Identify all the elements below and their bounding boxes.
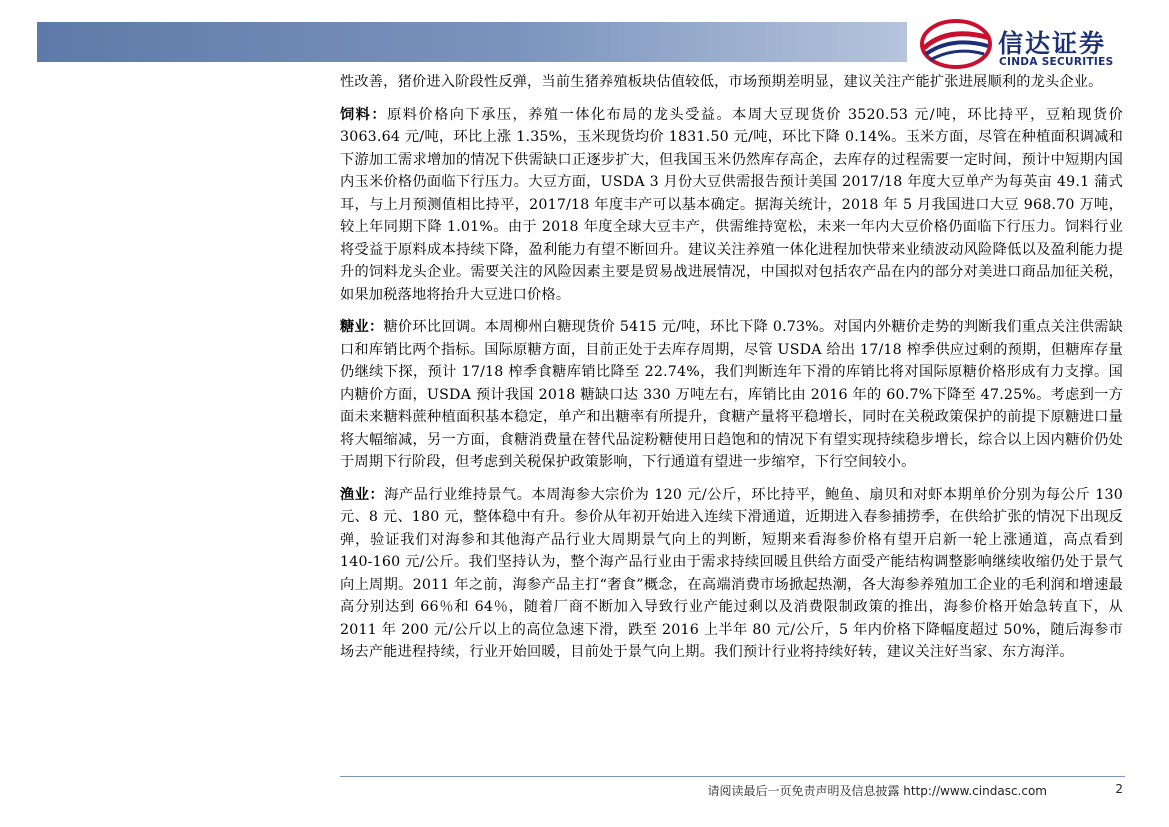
header-bar <box>37 22 907 62</box>
paragraph-hog-continued <box>340 71 1123 94</box>
paragraph-feed <box>340 104 1123 307</box>
paragraph-text: 性改善，猪价进入阶段性反弹，当前生猪养殖板块估值较低，市场预期差明显，建议关注产能扩张进展顺利的龙头企业。 <box>340 74 1103 90</box>
company-logo <box>918 18 1138 70</box>
logo-chinese-name: 信达证券 <box>998 29 1107 58</box>
paragraph-fishery <box>340 484 1123 664</box>
page-footer <box>340 782 1125 802</box>
paragraph-text: 糖价环比回调。本周柳州白糖现货价 5415 元/吨，环比下降 0.73%。对国内外糖价走势的判断我们重点关注供需缺口和库销比两个指标。国际原糖方面，目前正处于去库存周期，尽管 USDA 给出 17/18 榨季供应过剩的预期，但糖库存量仍继续下探，预计 17/18 榨季食糖库销比降至 22.74%，我们判断连年下滑的库销比将对国际原糖价格形成有力支撑。国内糖价方面，USDA 预计我国 2018 糖缺口达 330 万吨左右，库销比由 2016 年的 60.7%下降至 47.25%。考虑到一方面未来糖料蔗种植面积基本稳定，单产和出糖率有所提升，食糖产量将平稳增长，同时在关税政策保护的前提下原糖进口量将大幅缩减，另一方面，食糖消费量在替代品淀粉糖使用日趋饱和的情况下有望实现持续稳步增长，综合以上因内糖价仍处于周期下行阶段，但考虑到关税保护政策影响，下行通道有望进一步缩窄，下行空间较小。 <box>340 319 1124 470</box>
paragraph-text: 海产品行业维持景气。本周海参大宗价为 120 元/公斤，环比持平，鲍鱼、扇贝和对虾本期单价分别为每公斤 130 元、8 元、180 元，整体稳中有升。参价从年初开始进入连续下滑通道，近期进入春参捕捞季，在供给扩张的情况下出现反弹，验证我们对海参和其他海产品行业大周期景气向上的判断，短期来看海参价格有望开启新一轮上涨通道，高点看到 140-160 元/公斤。我们坚持认为，整个海产品行业由于需求持续回暖且供给方面受产能结构调整影响继续收缩仍处于景气向上周期。2011 年之前，海参产品主打“奢食”概念，在高端消费市场掀起热潮，各大海参养殖加工企业的毛利润和增速最高分别达到 66％和 64％，随着厂商不断加入导致行业产能过剩以及消费限制政策的推出，海参价格开始急转直下，从 2011 年 200 元/公斤以上的高位急速下滑，跌至 2016 上半年 80 元/公斤，5 年内价格下降幅度超过 50%，随后海参市场去产能进程持续，行业开始回暖，目前处于景气向上期。我们预计行业将持续好转，建议关注好当家、东方海洋。 <box>340 486 1123 660</box>
section-label-fishery: 渔业： <box>340 486 385 503</box>
section-label-feed: 饲料： <box>340 106 388 123</box>
logo-english-name: CINDA SECURITIES <box>999 56 1114 68</box>
report-body <box>340 71 1123 674</box>
cinda-logo-icon <box>918 18 996 70</box>
footer-disclaimer: 请阅读最后一页免责声明及信息披露 http://www.cindasc.com <box>707 784 1047 798</box>
paragraph-text: 原料价格向下承压，养殖一体化布局的龙头受益。本周大豆现货价 3520.53 元/吨，环比持平，豆粕现货价 3063.64 元/吨，环比上涨 1.35%，玉米现货均价 1831.50 元/吨，环比下降 0.14%。玉米方面，尽管在种植面积调减和下游加工需求增加的情况下供需缺口正逐步扩大，但我国玉米仍然库存高企，去库存的过程需要一定时间，预计中短期内国内玉米价格仍面临下行压力。大豆方面，USDA 3 月份大豆供需报告预计美国 2017/18 年度大豆单产为每英亩 49.1 蒲式耳，与上月预测值相比持平，2017/18 年度丰产可以基本确定。据海关统计，2018 年 5 月我国进口大豆 968.70 万吨，较上年同期下降 1.01%。由于 2018 年度全球大豆丰产，供需维持宽松，未来一年内大豆价格仍面临下行压力。饲料行业将受益于原料成本持续下降，盈利能力有望不断回升。建议关注养殖一体化进程加快带来业绩波动风险降低以及盈利能力提升的饲料龙头企业。需要关注的风险因素主要是贸易战进展情况，中国拟对包括农产品在内的部分对美进口商品加征关税，如果加税落地将抬升大豆进口价格。 <box>340 106 1123 303</box>
footer-divider <box>340 776 1125 777</box>
paragraph-sugar <box>340 316 1123 474</box>
page-number: 2 <box>1115 782 1123 796</box>
section-label-sugar: 糖业： <box>340 319 384 335</box>
